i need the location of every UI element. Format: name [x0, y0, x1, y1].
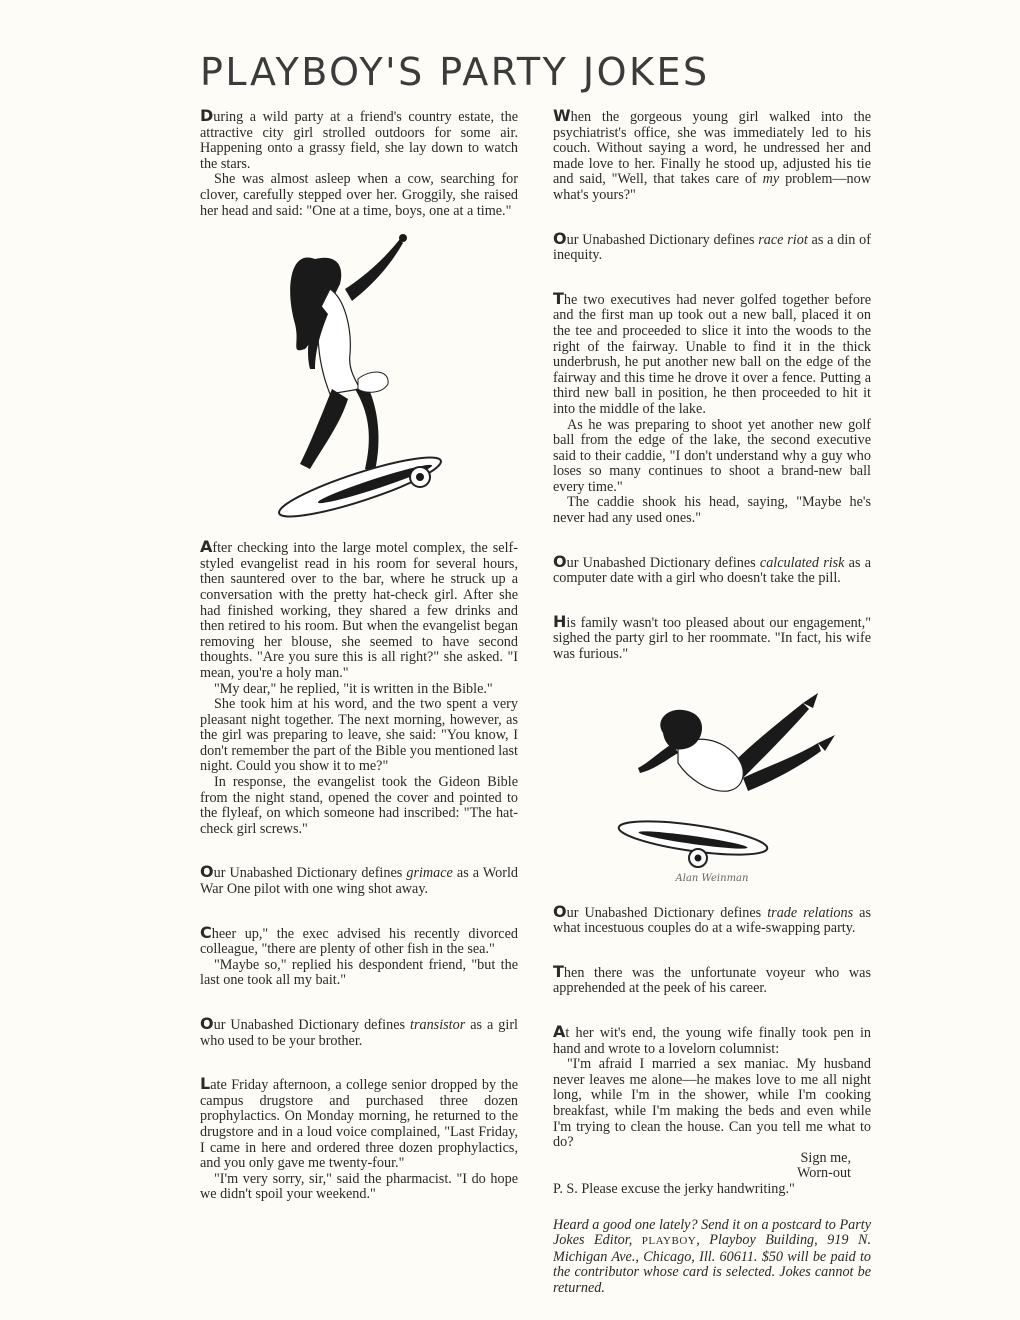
joke-text: as a computer date with a girl who doesn't take the pill. — [553, 554, 871, 587]
joke-text: "I'm afraid I married a sex maniac. My husband never leaves me alone—he makes love to me all night long, while I'm in the shower, while I'm cooking breakfast, while I'm making the beds and even while I'm trying to clean the house. Can you tell me what to do? — [553, 1056, 871, 1151]
drop-cap: O — [553, 228, 567, 248]
joke-engagement — [553, 611, 871, 663]
drop-cap: T — [553, 288, 564, 308]
drop-cap: A — [200, 537, 213, 557]
drop-cap: H — [553, 611, 567, 631]
drop-cap: O — [200, 1014, 214, 1033]
drop-cap: D — [200, 106, 214, 125]
joke-text: ur Unabashed Dictionary defines — [566, 904, 768, 921]
joke-lovelorn-columnist — [553, 1024, 871, 1198]
brand-name: PLAYBOY — [641, 1235, 697, 1248]
joke-text: In response, the evangelist took the Gideon Bible from the night stand, opened the cover and pointed to the flyleaf, on which someone had inscribed: "The hat-check girl screws." — [200, 774, 518, 837]
dictionary-term: trade relations — [767, 904, 854, 921]
drop-cap: T — [553, 961, 564, 981]
postscript: P. S. Please excuse the jerky handwriting." — [553, 1180, 795, 1197]
joke-dictionary-grimace — [200, 864, 518, 897]
dictionary-term: transistor — [410, 1017, 466, 1033]
joke-text: as what incestuous couples do at a wife-swapping party. — [553, 904, 871, 937]
falling-skateboard-girl-illustration — [553, 663, 871, 873]
joke-text: heer up," the exec advised his recently divorced colleague, "there are plenty of other fish in the sea." — [200, 925, 518, 958]
joke-text: "My dear," he replied, "it is written in the Bible." — [214, 680, 493, 697]
joke-text: fter checking into the large motel complex, the self-styled evangelist read in his room for several hours, then sauntered over to the bar, where he struck up a conversation with the pretty hat-check girl. After she had finished working, they shared a few drinks and then retired to his room. But when the evangelist began removing her blouse, she seemed to have second thoughts. "Are you sure this is all right?" she asked. "I mean, you're a holy man." — [200, 540, 518, 681]
drop-cap: W — [553, 106, 571, 125]
joke-dictionary-transistor — [200, 1016, 518, 1049]
dictionary-term: calculated risk — [759, 554, 845, 571]
joke-text: hen the gorgeous young girl walked into the psychiatrist's office, she was immediately led to his couch. Without saying a word, he undressed her and made love to her. Finally he stood up, adjusted his tie and said, "Well, that takes care of — [553, 109, 871, 188]
drop-cap: A — [553, 1022, 566, 1041]
joke-text: ur Unabashed Dictionary defines — [566, 231, 759, 248]
joke-text: "Maybe so," replied his despondent friend, "but the last one took all my bait." — [200, 956, 518, 989]
joke-text: ur Unabashed Dictionary defines — [213, 1017, 411, 1033]
right-column — [553, 108, 871, 1297]
joke-text: "I'm very sorry, sir," said the pharmacist. "I do hope we didn't spoil your weekend." — [200, 1170, 518, 1203]
letter-signoff: Sign me, — [800, 1149, 851, 1166]
submission-notice — [553, 1218, 871, 1297]
joke-text: hen there was the unfortunate voyeur who was apprehended at the peek of his career. — [553, 964, 871, 997]
joke-text: ur Unabashed Dictionary defines — [213, 865, 407, 882]
drop-cap: C — [200, 922, 212, 942]
joke-dictionary-race-riot — [553, 228, 871, 264]
joke-country-party — [200, 108, 518, 219]
joke-dictionary-calculated-risk — [553, 551, 871, 587]
joke-text: uring a wild party at a friend's country estate, the attractive city girl strolled outdoors for some air. Happening onto a grassy field, she lay down to watch the stars. — [200, 109, 518, 172]
joke-evangelist — [200, 539, 518, 837]
notice-text: , Playboy Building, 919 N. Michigan Ave., Chicago, Ill. 60611. $50 will be paid to the contributor whose card is selected. Jokes cannot be returned. — [553, 1232, 871, 1296]
joke-dictionary-trade-relations — [553, 901, 871, 937]
left-column — [200, 108, 518, 1203]
letter-signature: Worn-out — [796, 1165, 851, 1182]
joke-psychiatrist — [553, 108, 871, 204]
skateboard-girl-illustration — [200, 219, 518, 519]
artist-signature: Alan Weinman — [675, 872, 749, 884]
joke-drugstore — [200, 1076, 518, 1203]
joke-text: as a din of inequity. — [553, 231, 871, 264]
joke-fish-in-the-sea — [200, 922, 518, 989]
drop-cap: L — [200, 1074, 211, 1094]
drop-cap: O — [200, 862, 214, 882]
joke-text: The caddie shook his head, saying, "Maybe he's never had any used ones." — [553, 494, 871, 527]
joke-text: is family wasn't too pleased about our engagement," sighed the party girl to her roommate. "In fact, his wife was furious." — [553, 614, 871, 663]
joke-text: She was almost asleep when a cow, searching for clover, carefully stepped over her. Groggily, she raised her head and said: "One at a time, boys, one at a time." — [200, 171, 518, 219]
dictionary-term: race riot — [758, 231, 808, 248]
joke-text: ur Unabashed Dictionary defines — [566, 554, 760, 571]
dictionary-term: grimace — [406, 865, 453, 882]
joke-text: t her wit's end, the young wife finally took pen in hand and wrote to a lovelorn columnist: — [553, 1025, 871, 1057]
joke-voyeur — [553, 961, 871, 997]
joke-text: ate Friday afternoon, a college senior dropped by the campus drugstore and purchased three dozen prophylactics. On Monday morning, he returned to the drugstore and in a loud voice complained, "Last Friday, I came in here and ordered three dozen prophylactics, and you only gave me twenty-four." — [200, 1077, 518, 1172]
emphasis: my — [762, 171, 780, 188]
joke-text: problem—now what's yours?" — [553, 171, 871, 203]
drop-cap: O — [553, 901, 567, 921]
joke-text: She took him at his word, and the two spent a very pleasant night together. The next morning, however, as the girl was preparing to leave, she said: "You know, I don't remember the part of the Bible you mentioned last night. Could you show it to me?" — [200, 696, 518, 775]
joke-text: As he was preparing to shoot yet another new golf ball from the edge of the lake, the second executive said to their caddie, "I don't understand why a guy who loses so many continues to shoot a brand-new ball every time." — [553, 416, 871, 495]
drop-cap: O — [553, 551, 567, 571]
joke-text: he two executives had never golfed together before and the first man up took out a new ball, placed it on the tee and proceeded to slice it into the woods to the right of the fairway. Unable to find it in the thick underbrush, he put another new ball on the edge of the fairway and this time he drove it over a fence. Putting a third new ball in position, he then proceeded to hit it into the middle of the lake. — [553, 291, 871, 417]
joke-text: as a girl who used to be your brother. — [200, 1017, 518, 1049]
joke-text: as a World War One pilot with one wing shot away. — [200, 865, 518, 898]
notice-text: Heard a good one lately? Send it on a postcard to Party Jokes Editor, — [553, 1216, 871, 1249]
page-title: PLAYBOY'S PARTY JOKES — [200, 50, 710, 94]
joke-golf — [553, 288, 871, 527]
